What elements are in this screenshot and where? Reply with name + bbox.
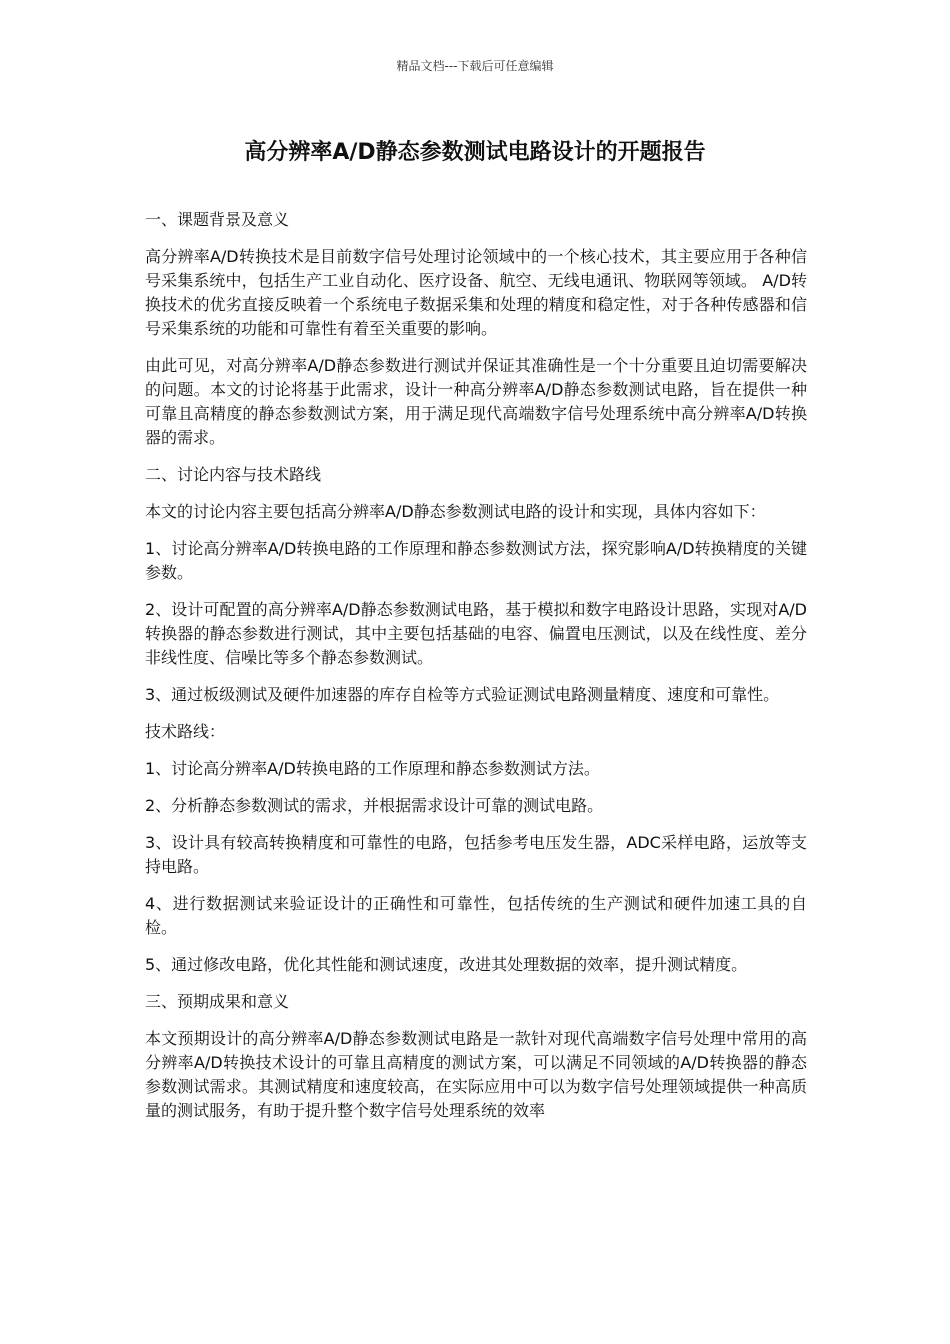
paragraph: 高分辨率A/D转换技术是目前数字信号处理讨论领域中的一个核心技术，其主要应用于各种信号采集系统中，包括生产工业自动化、医疗设备、航空、无线电通讯、物联网等领域。 A/D转换技术的优劣直接反映着一个系统电子数据采集和处理的精度和稳定性，对于各种传感器和信号采集系统的功能和可靠性有着至关重要的影响。 [145, 247, 807, 338]
section-heading-background: 一、课题背景及意义 [145, 210, 290, 229]
paragraph: 本文预期设计的高分辨率A/D静态参数测试电路是一款针对现代高端数字信号处理中常用的高分辨率A/D转换技术设计的可靠且高精度的测试方案，可以满足不同领域的A/D转换器的静态参数测试需求。其测试精度和速度较高，在实际应用中可以为数字信号处理领域提供一种高质量的测试服务，有助于提升整个数字信号处理系统的效率 [145, 1029, 807, 1120]
paragraph: 由此可见，对高分辨率A/D静态参数进行测试并保证其准确性是一个十分重要且迫切需要解决的问题。本文的讨论将基于此需求，设计一种高分辨率A/D静态参数测试电路，旨在提供一种可靠且高精度的静态参数测试方案，用于满足现代高端数字信号处理系统中高分辨率A/D转换器的需求。 [145, 356, 807, 447]
list-item: 3、设计具有较高转换精度和可靠性的电路，包括参考电压发生器，ADC采样电路，运放等支持电路。 [145, 833, 807, 876]
section-heading-outcomes: 三、预期成果和意义 [145, 992, 290, 1011]
section-heading-content-route: 二、讨论内容与技术路线 [145, 465, 322, 484]
list-item: 1、讨论高分辨率A/D转换电路的工作原理和静态参数测试方法，探究影响A/D转换精度的关键参数。 [145, 539, 807, 582]
header-note: 精品文档---下载后可任意编辑 [396, 59, 554, 73]
list-item: 2、分析静态参数测试的需求，并根据需求设计可靠的测试电路。 [145, 796, 604, 815]
route-label: 技术路线： [145, 722, 226, 741]
paragraph: 本文的讨论内容主要包括高分辨率A/D静态参数测试电路的设计和实现，具体内容如下： [145, 502, 766, 521]
document-title: 高分辨率A/D静态参数测试电路设计的开题报告 [244, 140, 706, 165]
list-item: 2、设计可配置的高分辨率A/D静态参数测试电路，基于模拟和数字电路设计思路，实现对A/D转换器的静态参数进行测试，其中主要包括基础的电容、偏置电压测试，以及在线性度、差分非线性度、信噪比等多个静态参数测试。 [145, 600, 807, 667]
list-item: 1、讨论高分辨率A/D转换电路的工作原理和静态参数测试方法。 [145, 759, 600, 778]
list-item: 4、进行数据测试来验证设计的正确性和可靠性，包括传统的生产测试和硬件加速工具的自检。 [145, 894, 807, 937]
document-body [145, 208, 807, 1136]
list-item: 3、通过板级测试及硬件加速器的库存自检等方式验证测试电路测量精度、速度和可靠性。 [145, 685, 780, 704]
list-item: 5、通过修改电路，优化其性能和测试速度，改进其处理数据的效率，提升测试精度。 [145, 955, 748, 974]
